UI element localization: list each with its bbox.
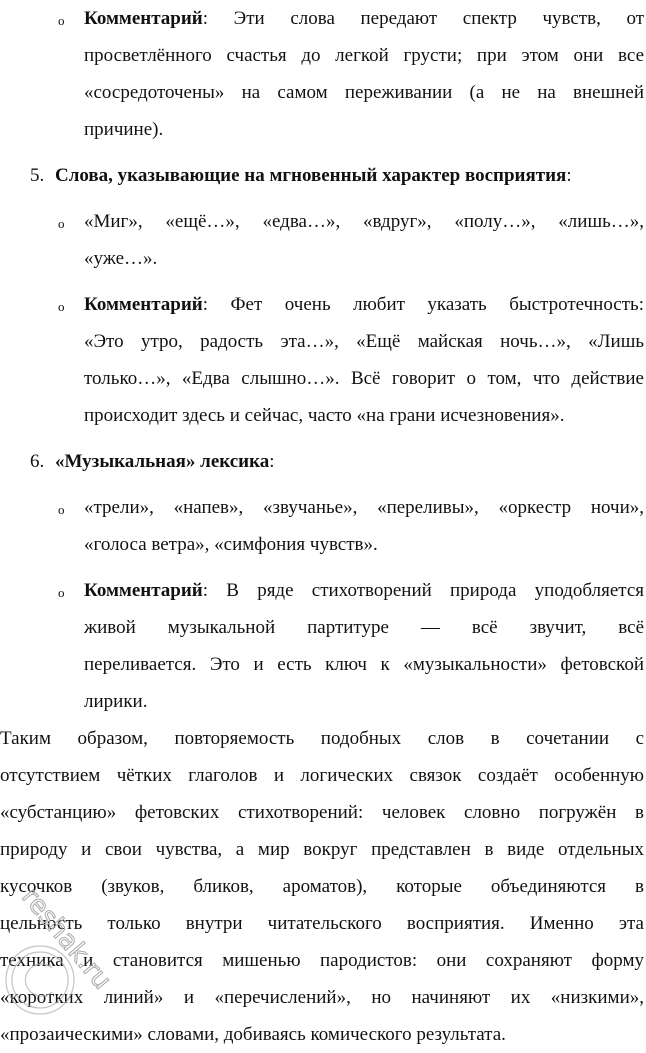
line-text: «прозаическими» словами, добиваясь комического результата. [0, 1024, 506, 1045]
text-line [0, 942, 644, 979]
line-text: природу и свои чувства, а мир вокруг представлен в виде отдельных [0, 839, 644, 860]
line-text: причине). [84, 119, 164, 140]
bold-term: Комментарий [84, 294, 203, 315]
line-text: живой музыкальной партитуре — всё звучит, всё [84, 617, 644, 638]
text-line [0, 794, 644, 831]
text-line [84, 526, 644, 563]
line-text: техника и становится мишенью пародистов: они сохраняют форму [0, 950, 644, 971]
sub-list-item [0, 0, 644, 148]
text-line [84, 203, 644, 240]
bullet-icon: o [58, 299, 65, 314]
bullet-icon: o [58, 585, 65, 600]
text-line [0, 1016, 644, 1053]
line-text: : [566, 165, 572, 186]
sub-list-item [0, 572, 644, 720]
line-text: кусочков (звуков, бликов, ароматов), которые объединяются в [0, 876, 644, 897]
text-line [84, 572, 644, 609]
bold-term: Комментарий [84, 580, 203, 601]
line-text: «коротких линий» и «перечислений», но начиняют их «низкими», [0, 987, 644, 1008]
line-text: происходит здесь и сейчас, часто «на грани исчезновения». [84, 405, 565, 426]
paragraph [0, 720, 644, 1053]
numbered-item [0, 443, 644, 480]
text-line [84, 397, 644, 434]
line-text: : Эти слова передают спектр чувств, от [202, 8, 644, 29]
text-line [84, 111, 644, 148]
text-line [84, 74, 644, 111]
bold-term: «Музыкальная» лексика [55, 451, 270, 472]
text-line [0, 868, 644, 905]
text-line [0, 831, 644, 868]
text-line [0, 720, 644, 757]
line-text: : Фет очень любит указать быстротечность: [202, 294, 644, 315]
bullet-icon: o [58, 502, 65, 517]
text-line [84, 646, 644, 683]
line-text: : В ряде стихотворений природа уподобляется [202, 580, 644, 601]
text-line [84, 0, 644, 37]
text-line [84, 286, 644, 323]
text-line [84, 37, 644, 74]
numbered-item [0, 157, 644, 194]
text-line [84, 489, 644, 526]
list-number: 6. [30, 451, 45, 472]
sub-list-item [0, 489, 644, 563]
sub-list-item [0, 203, 644, 277]
line-text: лирики. [84, 691, 148, 712]
text-line [84, 360, 644, 397]
svg-text:reshak.ru: reshak.ru [15, 882, 118, 996]
sub-list-item [0, 286, 644, 434]
line-text: просветлённого счастья до легкой грусти; при этом они все [84, 45, 644, 66]
line-text: «трели», «напев», «звучанье», «переливы», «оркестр ночи», [84, 497, 644, 518]
bullet-icon: o [58, 13, 65, 28]
line-text: «голоса ветра», «симфония чувств». [84, 534, 378, 555]
text-line [0, 979, 644, 1016]
list-number: 5. [30, 165, 45, 186]
line-text: «субстанцию» фетовских стихотворений: человек словно погружён в [0, 802, 644, 823]
bold-term: Слова, указывающие на мгновенный характер восприятия [55, 165, 567, 186]
line-text: Таким образом, повторяемость подобных слов в сочетании с [0, 728, 644, 749]
line-text: «Это утро, радость эта…», «Ещё майская ночь…», «Лишь [84, 331, 644, 352]
text-line [55, 443, 644, 480]
text-line [84, 609, 644, 646]
line-text: : [269, 451, 275, 472]
bold-term: Комментарий [84, 8, 203, 29]
line-text: «Миг», «ещё…», «едва…», «вдруг», «полу…», «лишь…», [84, 211, 644, 232]
text-line [0, 757, 644, 794]
line-text: только…», «Едва слышно…». Всё говорит о том, что действие [84, 368, 644, 389]
line-text: цельность только внутри читательского восприятия. Именно эта [0, 913, 644, 934]
line-text: переливается. Это и есть ключ к «музыкальности» фетовской [84, 654, 644, 675]
text-line [84, 323, 644, 360]
text-line [84, 683, 644, 720]
text-line [84, 240, 644, 277]
bullet-icon: o [58, 216, 65, 231]
text-line [55, 157, 644, 194]
text-line [0, 905, 644, 942]
line-text: «уже…». [84, 248, 158, 269]
line-text: «сосредоточены» на самом переживании (а не на внешней [84, 82, 644, 103]
line-text: отсутствием чётких глаголов и логических связок создаёт особенную [0, 765, 644, 786]
